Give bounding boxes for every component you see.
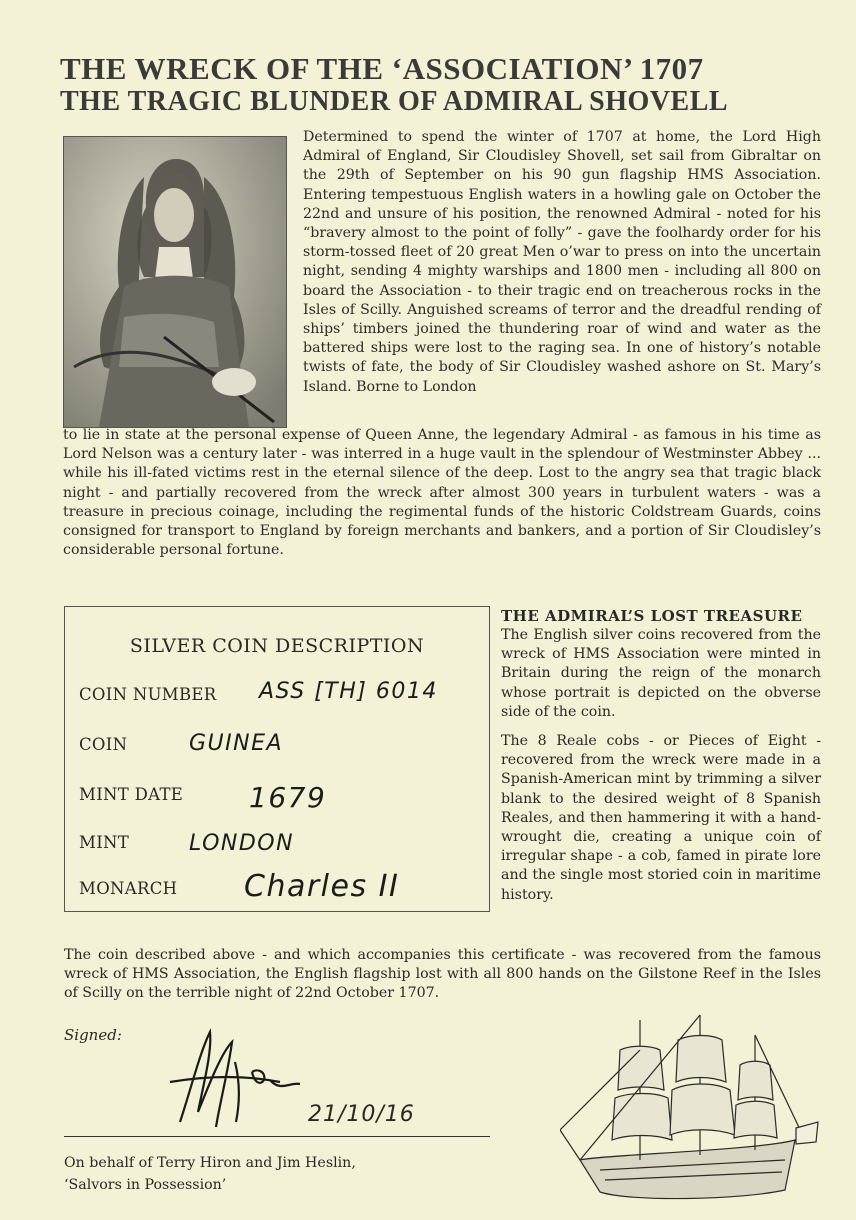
coin-number-value: ASS [TH] 6014 (259, 679, 438, 704)
closing-paragraph: The coin described above - and which accompanies this certificate - was recovered from the famous wreck of HMS Association, the English flagship lost with all 800 hands on the Gilstone Reef in the Isles of Scilly on the terrible night of 22nd October 1707. (64, 947, 821, 1002)
treasure-section (501, 606, 821, 915)
monarch-label: MONARCH (79, 879, 178, 898)
title-line-2: THE TRAGIC BLUNDER OF ADMIRAL SHOVELL (60, 86, 729, 117)
intro-text-top: Determined to spend the winter of 1707 at home, the Lord High Admiral of England, Sir Cloudisley Shovell, set sail from Gibraltar on the 29th of September on his 90 gun flagship HMS Association. Entering tempestuous English waters in a howling gale on October the 22nd and unsure of his position, the renowned Admiral - noted for his “bravery almost to the point of folly” - gave the foolhardy order for his storm-tossed fleet of 20 great Men o’war to press on into the uncertain night, sending 4 mighty warships and 1800 men - including all 800 on board the Association - to their tragic end on treacherous rocks in the Isles of Scilly. Anguished screams of terror and the dreadful rending of ships’ timbers joined the thundering roar of wind and water as the battered ships were lost to the raging sea. In one of history’s notable twists of fate, the body of Sir Cloudisley washed ashore on St. Mary’s Island. Borne to London (303, 129, 821, 395)
behalf-line-2: ‘Salvors in Possession’ (64, 1177, 227, 1193)
signature-scrawl (140, 1022, 320, 1142)
signed-label: Signed: (64, 1026, 122, 1044)
coin-number-row (79, 677, 479, 711)
coin-number-label: COIN NUMBER (79, 685, 217, 704)
behalf-line-1: On behalf of Terry Hiron and Jim Heslin, (64, 1155, 356, 1171)
title-line-1: THE WRECK OF THE ‘ASSOCIATION’ 1707 (60, 51, 704, 86)
coin-row (79, 727, 479, 761)
mint-date-value: 1679 (249, 781, 327, 814)
mint-date-label: MINT DATE (79, 785, 184, 804)
treasure-heading: THE ADMIRAL’S LOST TREASURE (501, 607, 803, 625)
treasure-paragraph-1: The English silver coins recovered from the wreck of HMS Association were minted in Britain during the reign of the monarch whose portrait is depicted on the obverse side of the coin. (501, 627, 821, 720)
mint-value: LONDON (189, 831, 295, 856)
mint-date-row (79, 777, 479, 814)
treasure-paragraph-2: The 8 Reale cobs - or Pieces of Eight - recovered from the wreck were made in a Spanish-American mint by trimming a silver blank to the desired weight of 8 Spanish Reales, and then hammering it with a hand-wrought die, creating a unique coin of irregular shape - a cob, famed in pirate lore and the single most storied coin in maritime history. (501, 733, 821, 903)
on-behalf-text (64, 1152, 356, 1196)
mint-row (79, 825, 479, 859)
admiral-portrait-image (63, 136, 287, 428)
coin-value: GUINEA (189, 731, 284, 756)
signature-line (64, 1136, 490, 1137)
intro-text-bottom: to lie in state at the personal expense of Queen Anne, the legendary Admiral - as famous in his time as Lord Nelson was a century later - was interred in a huge vault in the splendour of Westminster Abbey ... while his ill-fated victims rest in the eternal silence of the deep. Lost to the angry sea that tragic black night - and partially recovered from the wreck after almost 300 years in turbulent waters - was a treasure in precious coinage, including the regimental funds of the historic Coldstream Guards, coins consigned for transport to England by foreign merchants and bankers, and a portion of Sir Cloudisley’s considerable personal fortune. (63, 427, 821, 559)
coin-description-box (64, 606, 490, 912)
document-title (60, 52, 840, 118)
signature-date: 21/10/16 (308, 1102, 415, 1127)
ship-illustration (560, 1010, 820, 1210)
coin-box-title: SILVER COIN DESCRIPTION (129, 635, 425, 657)
coin-label: COIN (79, 735, 128, 754)
monarch-value: Charles II (244, 869, 400, 904)
mint-label: MINT (79, 833, 130, 852)
monarch-row (79, 871, 479, 905)
